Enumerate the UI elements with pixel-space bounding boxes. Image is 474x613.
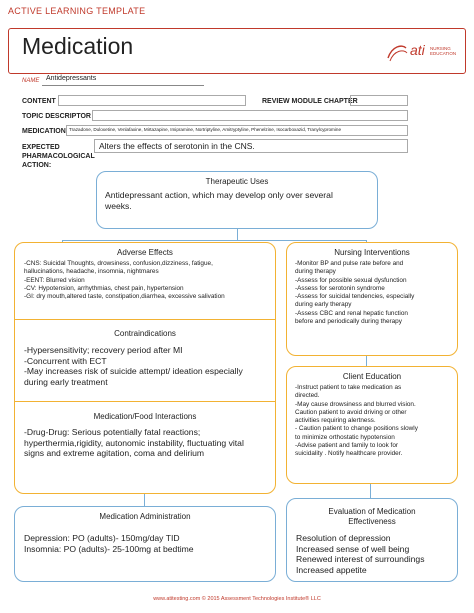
adverse-line: hallucinations, headache, insomnia, nightmares: [24, 268, 159, 276]
content-field[interactable]: [58, 95, 246, 106]
therapeutic-line: Antidepressant action, which may develop only over several: [105, 190, 333, 200]
medication-value: Trazadone, Duloxetine, Venlafaxine, Mirtazapine, Imipramine, Nortriptyline, Amitryptyline, Phenelzine, Isocarboxazid, Tranylcypromine: [69, 127, 342, 132]
contraindication-line: -Hypersensitivity; recovery period after MI: [24, 345, 183, 355]
evaluation-line: Increased appetite: [296, 564, 367, 575]
therapeutic-uses-title: Therapeutic Uses: [205, 177, 269, 186]
connector-line: [144, 494, 145, 506]
expected-action-field[interactable]: [94, 139, 408, 153]
adverse-line: -GI: dry mouth,altered taste, constipation,diarrhea, excessive salivation: [24, 293, 225, 301]
adverse-effects-title: Adverse Effects: [117, 248, 173, 257]
nursing-line: -Assess for serotonin syndrome: [295, 284, 385, 292]
client-education-title: Client Education: [342, 372, 402, 381]
logo-mark: ati: [410, 42, 425, 58]
education-line: activities requiring alertness.: [295, 417, 376, 425]
nursing-line: -Assess for possible sexual dysfunction: [295, 276, 407, 284]
section-divider: [15, 401, 275, 402]
evaluation-body: [296, 533, 425, 575]
administration-line: Depression: PO (adults)- 150mg/day TID: [24, 533, 180, 543]
education-line: -Advise patient and family to look for: [295, 442, 399, 450]
expected-label-line-1: EXPECTED: [22, 144, 60, 151]
nursing-line: -Assess CBC and renal hepatic function: [295, 309, 408, 317]
interaction-line: hyperthermia,rigidity, autonomic instability, fluctuating vital: [24, 437, 244, 448]
ati-logo: [382, 40, 457, 70]
client-education-card: [286, 366, 458, 484]
review-chapter-field[interactable]: [350, 95, 408, 106]
medication-administration-title: Medication Administration: [99, 512, 191, 521]
topic-descriptor-field[interactable]: [92, 110, 408, 121]
footer-copyright: www.atitesting.com © 2015 Assessment Technologies Institute® LLC: [153, 596, 321, 602]
adverse-line: -CNS: Suicidal Thoughts, drowsiness, confusion,dizziness, fatigue,: [24, 260, 213, 267]
expected-action-value: Alters the effects of serotonin in the CNS.: [99, 141, 255, 151]
contraindications-body: [24, 345, 243, 387]
name-value: Antidepressants: [46, 75, 97, 82]
topic-descriptor-label: TOPIC DESCRIPTOR: [22, 113, 91, 120]
evaluation-line: Resolution of depression: [296, 533, 391, 543]
interaction-line: signs and extreme agitation, coma and delirium: [24, 448, 205, 459]
education-line: Caution patient to avoid driving or other: [295, 408, 407, 416]
section-divider: [15, 319, 275, 320]
adverse-line: -EENT: Blurred vision: [24, 276, 85, 284]
name-field[interactable]: [42, 76, 204, 86]
interactions-body: [24, 427, 244, 459]
medication-field[interactable]: [66, 125, 408, 136]
therapeutic-uses-body: [105, 190, 333, 211]
expected-label-line-2: PHARMACOLOGICAL: [22, 153, 95, 160]
evaluation-title-line-1: Evaluation of Medication: [328, 507, 416, 516]
content-label: CONTENT: [22, 98, 56, 105]
medication-label: MEDICATION: [22, 128, 66, 135]
contraindications-title: Contraindications: [114, 329, 176, 338]
nursing-line: -Monitor BP and pulse rate before and: [295, 260, 404, 267]
interactions-title: Medication/Food Interactions: [93, 412, 197, 421]
evaluation-line: Increased sense of well being: [296, 543, 410, 554]
education-line: to minimize orthostatic hypotension: [295, 433, 395, 441]
connector-line: [366, 356, 367, 366]
nursing-interventions-body: [295, 260, 414, 326]
therapeutic-line: weeks.: [105, 200, 132, 211]
education-line: directed.: [295, 392, 320, 400]
review-chapter-label: REVIEW MODULE CHAPTER: [262, 98, 358, 105]
education-line: -May cause drowsiness and blurred vision.: [295, 400, 416, 408]
expected-action-label: [22, 143, 95, 170]
template-label: ACTIVE LEARNING TEMPLATE: [8, 6, 146, 16]
connector-line: [370, 484, 371, 498]
logo-sub-line-2: EDUCATION: [430, 51, 457, 56]
evaluation-title: [287, 507, 457, 527]
contraindication-line: -May increases risk of suicide attempt/ ideation especially: [24, 366, 243, 377]
administration-line: Insomnia: PO (adults)- 25-100mg at bedtime: [24, 543, 194, 554]
logo-sub-line-1: NURSING: [430, 46, 451, 51]
left-info-card: [14, 242, 276, 494]
nursing-line: before and periodically during therapy: [295, 318, 402, 326]
nursing-line: during therapy: [295, 268, 336, 276]
therapeutic-uses-card: [96, 171, 378, 229]
medication-administration-body: [24, 533, 194, 554]
contraindication-line: -Concurrent with ECT: [24, 355, 107, 366]
nursing-line: during early therapy: [295, 301, 352, 309]
evaluation-title-line-2: Effectiveness: [348, 517, 396, 526]
interaction-line: -Drug-Drug: Serious potentially fatal reactions;: [24, 427, 201, 437]
nursing-line: -Assess for suicidal tendencies, especially: [295, 293, 415, 301]
contraindication-line: during early treatment: [24, 376, 108, 387]
adverse-effects-body: [24, 260, 225, 301]
medication-administration-card: [14, 506, 276, 582]
connector-line: [62, 240, 366, 241]
adverse-line: -CV: Hypotension, arrhythmias, chest pain, hypertension: [24, 284, 184, 292]
education-line: - Caution patient to change positions slowly: [295, 425, 418, 433]
name-label: NAME: [22, 78, 40, 84]
page-title: Medication: [22, 33, 134, 59]
nursing-interventions-card: [286, 242, 458, 356]
evaluation-line: Renewed interest of surroundings: [296, 554, 425, 565]
evaluation-card: [286, 498, 458, 582]
logo-subtitle: [430, 46, 456, 56]
nursing-interventions-title: Nursing Interventions: [334, 248, 410, 257]
expected-label-line-3: ACTION:: [22, 162, 52, 169]
logo-swirl-icon: [384, 40, 410, 66]
education-line: -Instruct patient to take medication as: [295, 384, 402, 391]
education-line: suicidality . Notify healthcare provider.: [295, 450, 403, 458]
client-education-body: [295, 384, 418, 459]
